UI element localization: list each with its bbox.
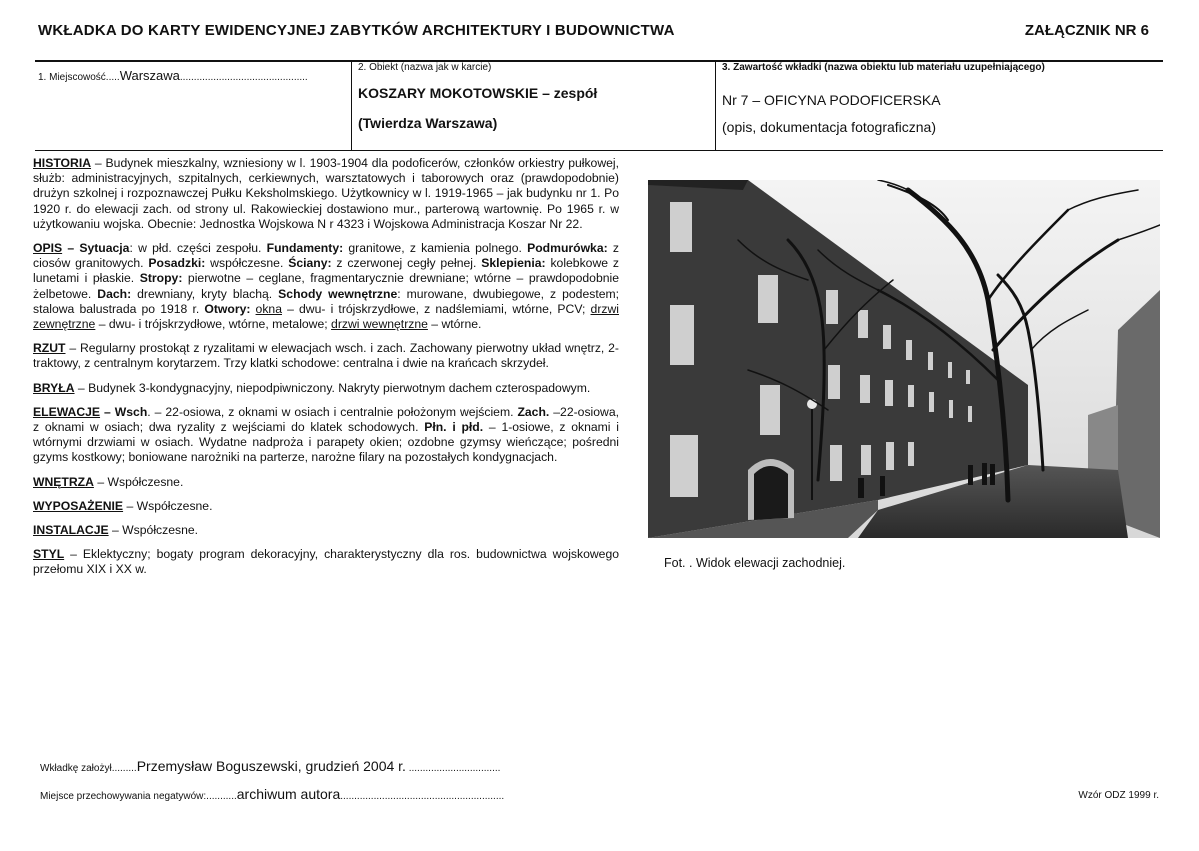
header-rule-bottom [35, 150, 1163, 151]
bryla-text: – Budynek 3-kondygnacyjny, niepodpiwniczony. Nakryty pierwotnym dachem czterospadowym. [74, 380, 591, 395]
photo-illustration [648, 180, 1160, 538]
wnetrza-text: – Współczesne. [93, 474, 184, 489]
styl-text: – Eklektyczny; bogaty program dekoracyjny, charakterystyczny dla ros. budownictwa wojskowego przełomu XIX i XX w. [33, 547, 619, 577]
section-rzut [33, 341, 619, 371]
opis-text-12: – wtórne. [427, 317, 482, 332]
heading-elewacje: ELEWACJE [33, 404, 101, 419]
object-label: 2. Obiekt (nazwa jak w karcie) [358, 62, 492, 73]
opis-term-2: Fundamenty: [266, 241, 344, 256]
field-divider-1 [351, 60, 352, 150]
opis-term-5: Ściany: [288, 256, 332, 271]
section-wyposazenie [33, 499, 619, 514]
opis-term-9: Schody wewnętrzne [278, 286, 398, 301]
opis-text-2: granitowe, z kamienia polnego. [343, 241, 528, 256]
rzut-text: – Regularny prostokąt z ryzalitami w elewacjach wsch. i zach. Zachowany pierwotny układ wnętrz, 2-traktowy, z centralnym korytarzem. Trzy klatki schodowe: centralna i dwie na krańcach skrzydeł. [33, 341, 619, 371]
field-divider-2 [715, 60, 716, 150]
wyposazenie-text: – Współczesne. [123, 498, 213, 513]
opis-term-okna: okna [255, 301, 282, 316]
opis-term-7: Stropy: [139, 271, 183, 286]
opis-text-6: kolebkowe z lunetami i płaskie. [33, 256, 619, 286]
opis-term-1: – Sytuacja [62, 241, 130, 256]
elew-text-1: . – 22-osiowa, z oknami w osiach i centralnie położonym wejściem. [147, 404, 518, 419]
contents-title: Nr 7 – OFICYNA PODOFICERSKA [722, 92, 941, 108]
section-wnetrza [33, 475, 619, 490]
section-opis [33, 241, 619, 332]
opis-text-11: – dwu- i trójskrzydłowe, wtórne, metalowe; [95, 317, 332, 332]
opis-text-3: z ciosów granitowych. [33, 241, 619, 271]
heading-historia: HISTORIA [33, 156, 92, 170]
storage-field [40, 786, 504, 802]
heading-styl: STYL [33, 547, 65, 562]
section-historia [33, 156, 619, 232]
opis-text-10: – dwu- i trójskrzydłowe, z nadślemiami, wtórne, PCV; [281, 301, 591, 316]
object-subname: (Twierdza Warszawa) [358, 115, 498, 131]
heading-opis: OPIS [33, 241, 63, 256]
section-bryla [33, 381, 619, 396]
opis-text-9: : murowane, dwubiegowe, z podestem; stalowa balustrada po 1918 r. [33, 286, 620, 316]
elew-text-2: –22-osiowa, z oknami w osiach; dwa ryzality z wejściami do klatek schodowych. [33, 404, 619, 435]
opis-text-7: pierwotne – ceglane, fragmentarycznie drewniane; wtórne – prawdopodobnie żelbetowe. [33, 271, 620, 301]
locality-value: Warszawa [119, 68, 180, 83]
contents-subtitle: (opis, dokumentacja fotograficzna) [722, 119, 936, 135]
instalacje-text: – Współczesne. [108, 523, 199, 538]
locality-field [38, 68, 308, 83]
section-elewacje [33, 405, 619, 466]
heading-instalacje: INSTALACJE [33, 523, 109, 538]
storage-value: archiwum autora [236, 786, 341, 802]
opis-text-5: z czerwonej cegły pełnej. [331, 256, 482, 271]
storage-dots: ........................................................... [340, 791, 505, 802]
object-name: KOSZARY MOKOTOWSKIE – zespół [358, 85, 598, 101]
opis-term-drzwi-wewn: drzwi wewnętrzne [331, 317, 428, 332]
building-photo [648, 180, 1160, 538]
heading-bryla: BRYŁA [33, 380, 75, 395]
section-instalacje [33, 523, 619, 538]
opis-text-1: : w płd. części zespołu. [129, 241, 267, 256]
description-text [33, 156, 619, 587]
template-version: Wzór ODZ 1999 r. [1078, 790, 1159, 801]
author-label: Wkładkę założył......... [40, 763, 137, 774]
opis-term-6: Sklepienia: [481, 256, 546, 271]
opis-term-drzwi-zewn: drzwi zewnętrzne [33, 301, 619, 332]
storage-label: Miejsce przechowywania negatywów:........... [40, 791, 237, 802]
section-styl [33, 547, 619, 577]
locality-label: 1. Miejscowość..... [38, 72, 120, 83]
historia-text: – Budynek mieszkalny, wzniesiony w l. 1903-1904 dla podoficerów, członków orkiestry pułkowej, służb: administracyjnych, szpitalnych, cerkiewnych, warsztatowych i taborowych oraz (prawdopodobnie) drużyn szkolnej i rozpoznawczej Pułku Keksholmskiego. Użytkownicy w l. 1919-1965 – jak budynku nr 1. Po 1920 r. do elewacji zach. od strony ul. Rakowieckiej dostawiono mur., parterową wartownię. Po 1965 r. w użytkowaniu wojska. Obecnie: Jednostka Wojskowa N r 4323 i Wojskowa Administracja Koszar Nr 22. [33, 156, 619, 231]
elew-term-3: Płn. i płd. [424, 420, 484, 435]
author-value: Przemysław Boguszewski, grudzień 2004 r. [136, 758, 406, 774]
elew-text-3: – 1-osiowe, z oknami i wtórnymi drzwiami w osiach. Wydatne nadproża i parapety okien; ozdobne gzymsy wieńczące; pośredni gzyms kostkowy; boniowane narożniki na parterze, narożne filary na pozostałych kondygnacjach. [33, 420, 619, 465]
opis-term-3: Podmurówka: [527, 241, 608, 256]
author-field [40, 758, 500, 774]
author-dots: ................................. [405, 763, 501, 774]
heading-wyposazenie: WYPOSAŻENIE [33, 498, 124, 513]
elew-term-1: – Wsch [100, 404, 148, 419]
annex-number: ZAŁĄCZNIK NR 6 [1024, 22, 1149, 39]
locality-dots: .............................................. [179, 72, 308, 83]
opis-term-10: Otwory: [204, 301, 251, 316]
elew-term-2: Zach. [517, 404, 550, 419]
opis-term-8: Dach: [97, 286, 132, 301]
heading-rzut: RZUT [33, 341, 66, 356]
opis-text-8: drewniany, kryty blachą. [131, 286, 279, 301]
heading-wnetrza: WNĘTRZA [33, 474, 94, 489]
document-title: WKŁADKA DO KARTY EWIDENCYJNEJ ZABYTKÓW ARCHITEKTURY I BUDOWNICTWA [38, 22, 675, 39]
contents-label: 3. Zawartość wkładki (nazwa obiektu lub materiału uzupełniającego) [722, 62, 1045, 73]
opis-term-4: Posadzki: [148, 256, 206, 271]
photo-caption: Fot. . Widok elewacji zachodniej. [664, 556, 846, 570]
opis-text-4: współczesne. [205, 256, 289, 271]
